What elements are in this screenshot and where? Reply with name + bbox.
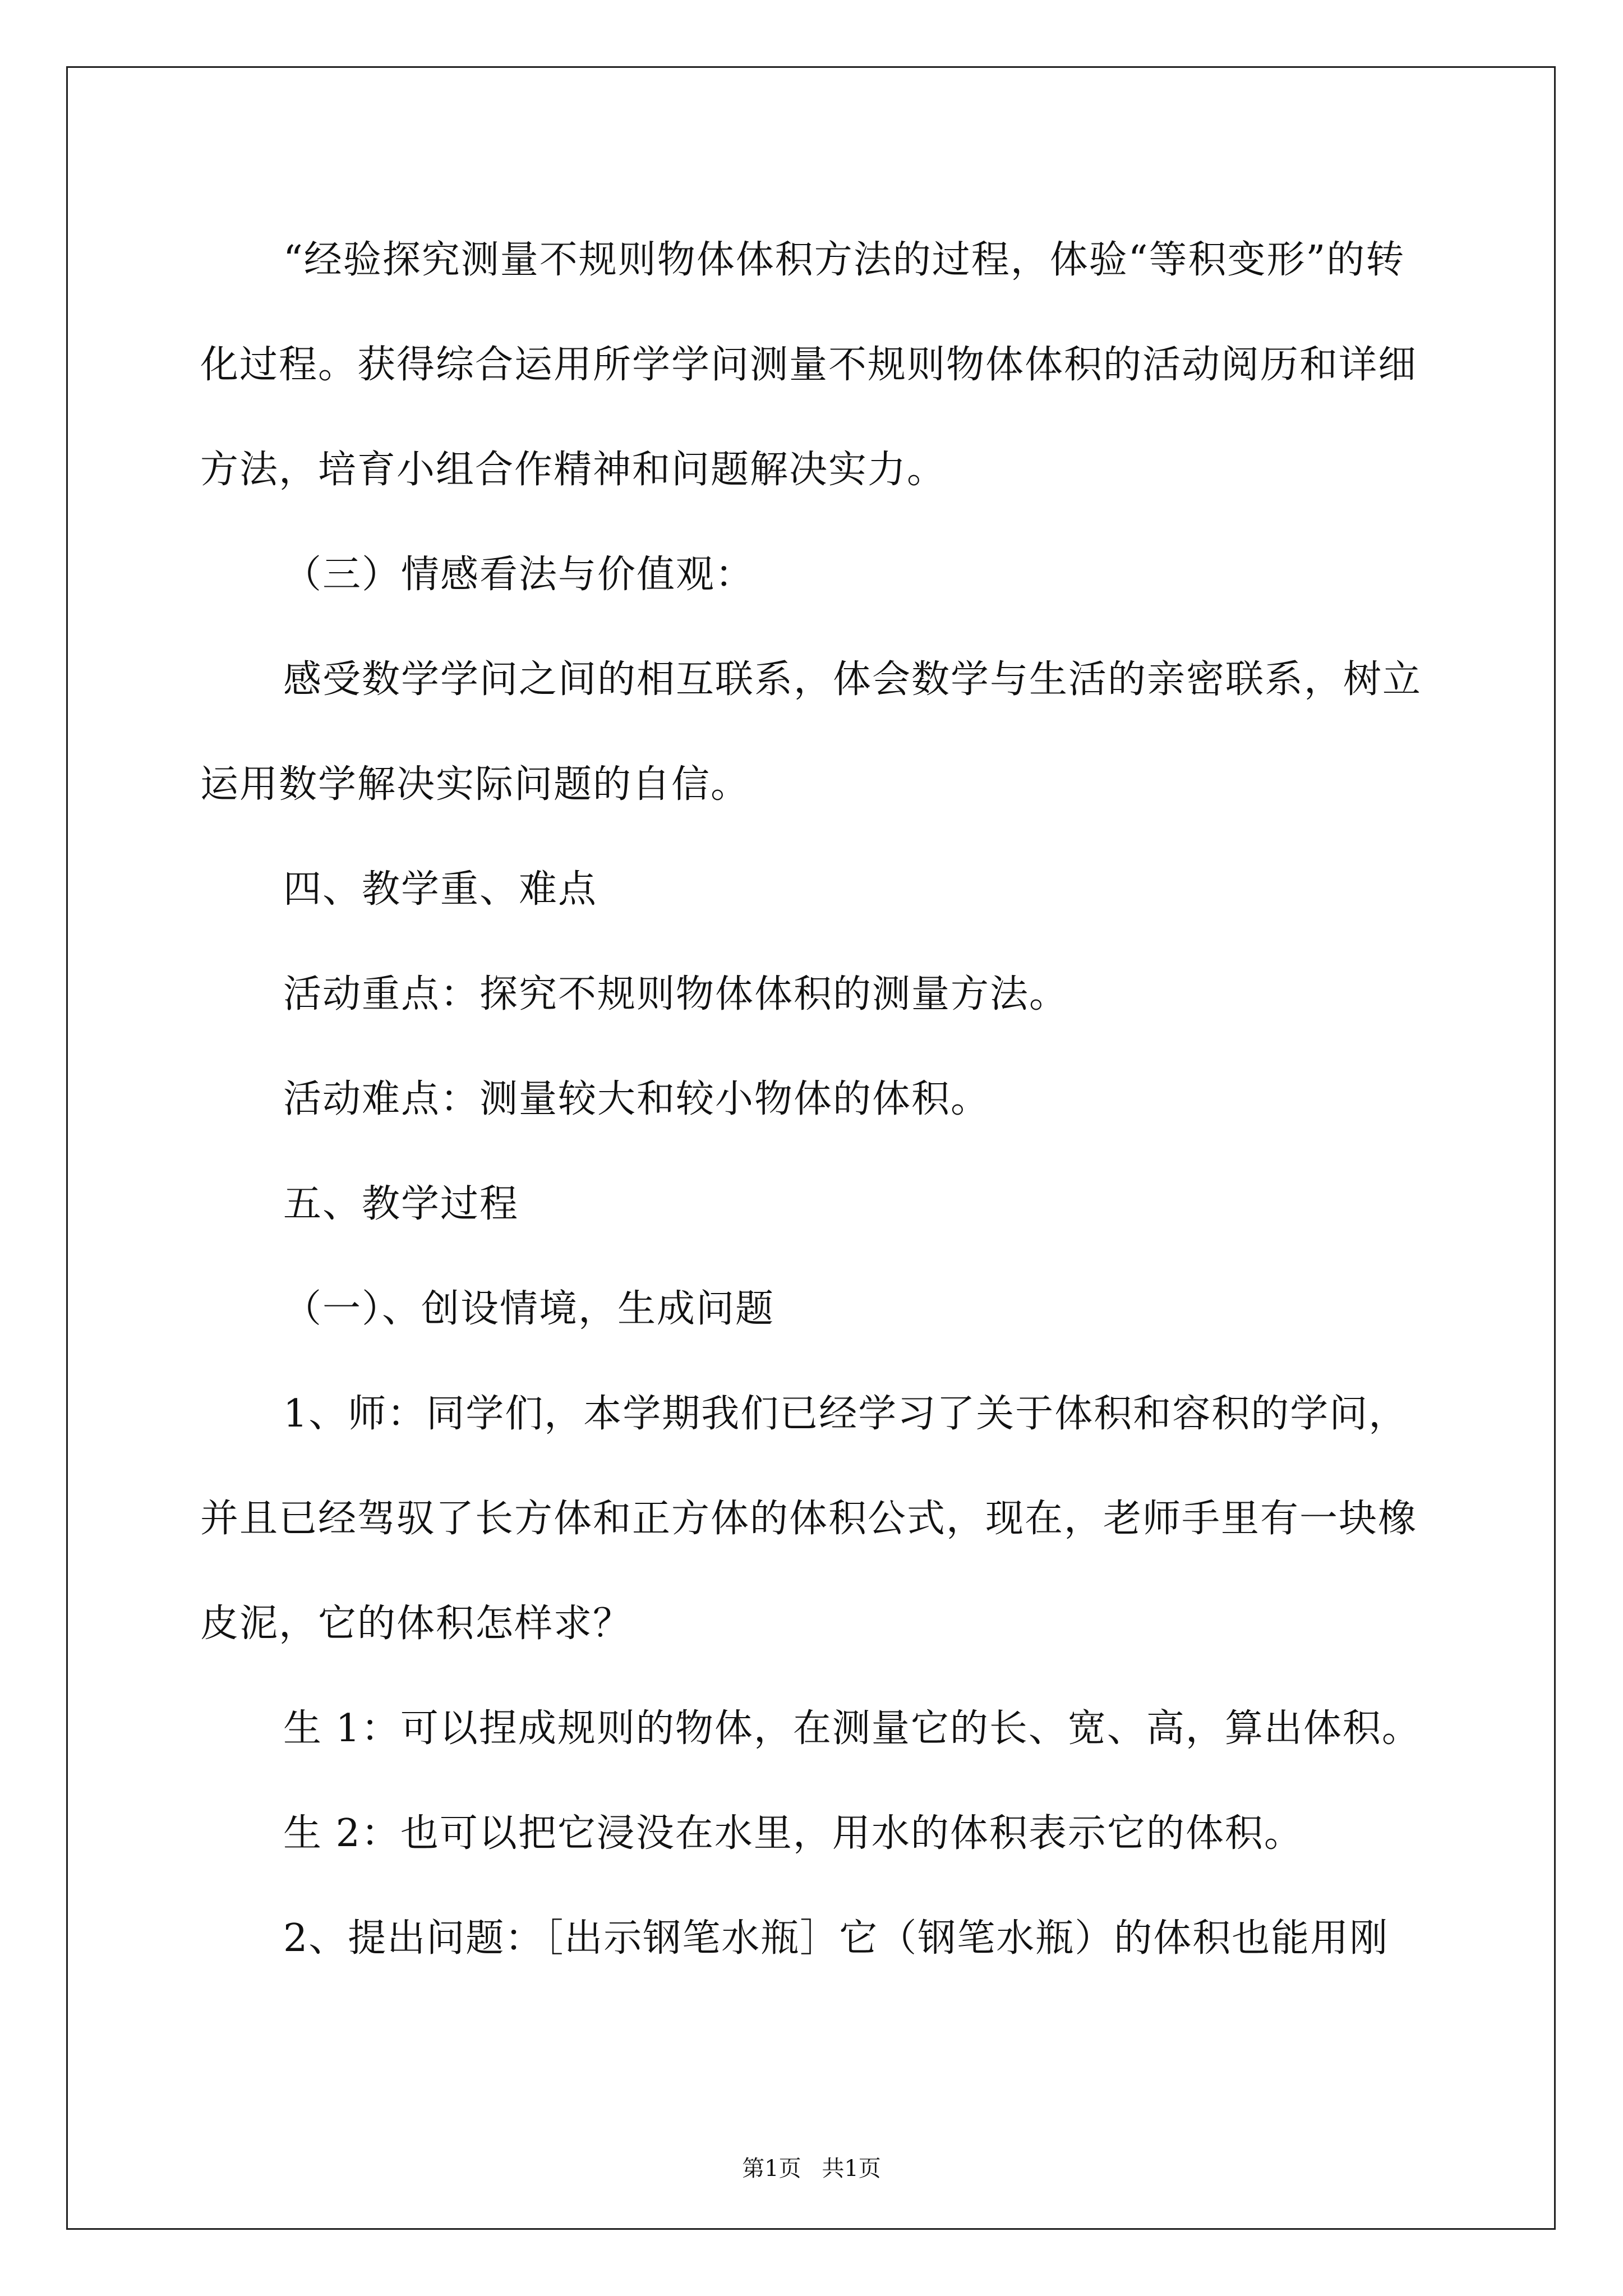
paragraph: 2、提出问题：［出示钢笔水瓶］它（钢笔水瓶）的体积也能用刚 [283,1916,1389,1961]
paragraph: 生 2：也可以把它浸没在水里，用水的体积表示它的体积。 [283,1811,1303,1856]
page-footer [0,2152,1623,2185]
paragraph: 1、师：同学们，本学期我们已经学习了关于体积和容积的学问，并且已经驾驭了长方体和正方体的体积公式，现在，老师手里有一块橡皮泥，它的体积怎样求？ [200,1392,1418,1646]
paragraph: 五、教学过程 [283,1182,519,1226]
page-number: 第1页 [742,2156,801,2182]
paragraph: 四、教学重、难点 [283,867,598,912]
paragraph: 活动难点：测量较大和较小物体的体积。 [283,1077,990,1121]
total-pages: 共1页 [822,2156,881,2182]
paragraph: 生 1：可以捏成规则的物体，在测量它的长、宽、高，算出体积。 [283,1706,1421,1751]
paragraph: （一）、创设情境，生成问题 [283,1287,775,1331]
document-body [200,208,1440,1991]
paragraph: “经验探究测量不规则物体体积方法的过程，体验“等积变形”的转化过程。获得综合运用所学学问测量不规则物体体积的活动阅历和详细方法，培育小组合作精神和问题解决实力。 [200,238,1418,492]
paragraph: 感受数学学问之间的相互联系，体会数学与生活的亲密联系，树立运用数学解决实际问题的自信。 [200,657,1422,807]
paragraph: 活动重点：探究不规则物体体积的测量方法。 [283,972,1069,1016]
paragraph: （三）情感看法与价值观： [283,553,755,597]
